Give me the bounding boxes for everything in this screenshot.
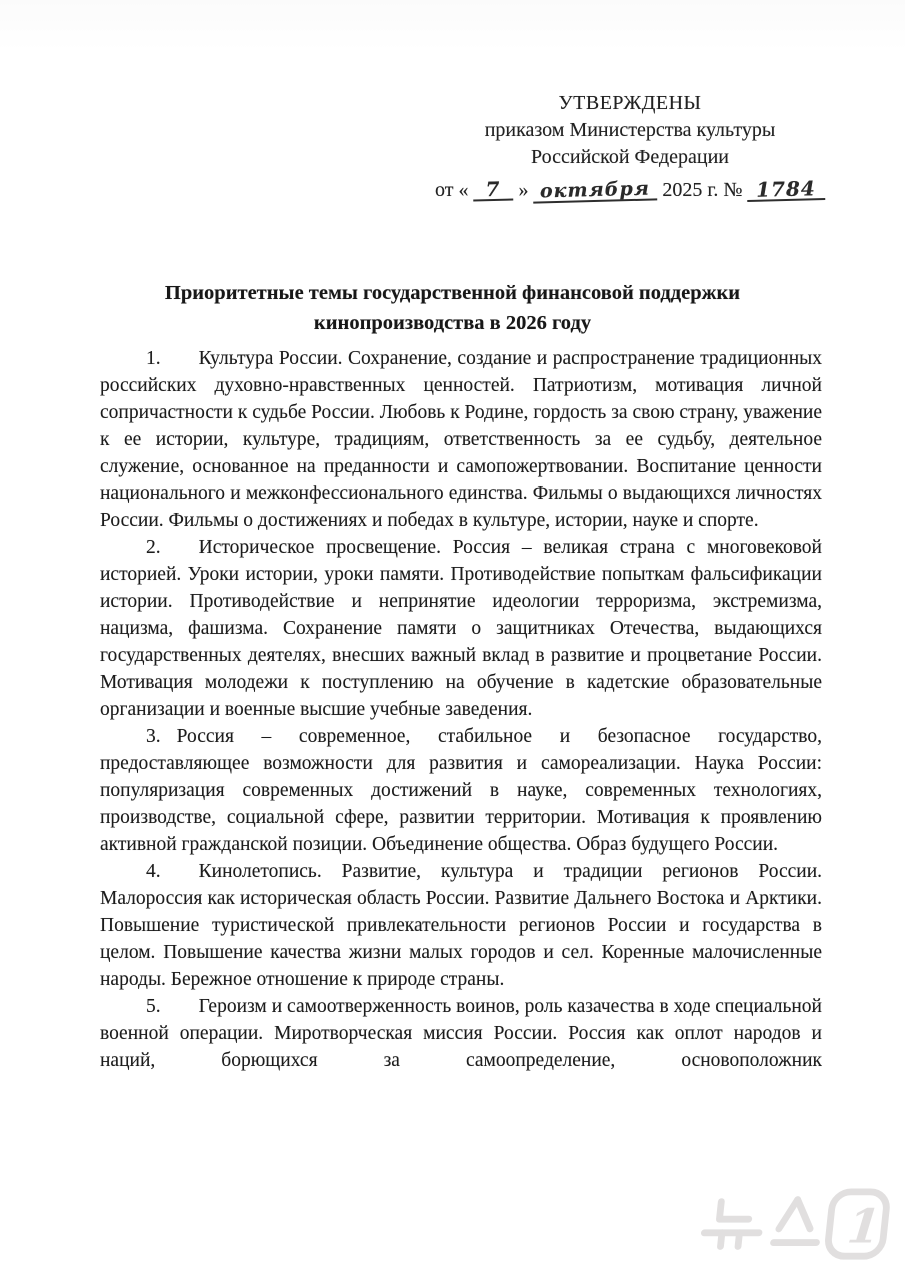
paragraph-3 <box>100 723 822 858</box>
document-body <box>100 345 822 1074</box>
date-close-quote: » <box>518 179 529 201</box>
hangul-siot-left-stroke <box>779 1200 798 1229</box>
paragraph-3-number: 3. <box>146 726 161 747</box>
paragraph-2 <box>100 534 822 723</box>
approval-by-line1: приказом Министерства культуры <box>484 119 776 141</box>
approval-status: УТВЕРЖДЕНЫ <box>558 92 702 114</box>
paragraph-1-text: Культура России. Сохранение, создание и распространение традиционных российских духовно-нравственных ценностей. Патриотизм, мотивация личной сопричастности к судьбе России. Любовь к Родине, гордость за свою страну, уважение к ее истории, культуре, традициям, ответственность за ее судьбу, деятельное служение, основанное на преданности и самопожертвовании. Воспитание ценности национального и межконфессионального единства. Фильмы о выдающихся личностях России. Фильмы о достижениях и победах в культуре, истории, науке и спорте. <box>100 348 822 531</box>
date-year-part: 2025 г. № <box>662 179 743 201</box>
hangul-yu-leg2-stroke <box>738 1233 739 1247</box>
paragraph-4 <box>100 858 822 993</box>
paragraph-5 <box>100 993 822 1074</box>
approval-date-line <box>435 177 825 204</box>
handwritten-order-number: 1784 <box>747 178 826 202</box>
paragraph-2-text: Историческое просвещение. Россия – великая страна с многовековой историей. Уроки истории, уроки памяти. Противодействие попыткам фальсификации истории. Противодействие и непринятие идеологии терроризма, экстремизма, нацизма, фашизма. Сохранение памяти о защитниках Отечества, выдающихся государственных деятелях, внесших важный вклад в развитие и процветание России. Мотивация молодежи к поступлению на обучение в кадетские образовательные организации и военные высшие учебные заведения. <box>100 537 822 720</box>
paragraph-5-number: 5. <box>146 996 161 1017</box>
paragraph-1-number: 1. <box>146 348 161 369</box>
document-title <box>0 278 905 338</box>
paragraph-5-text: Героизм и самоотверженность воинов, роль казачества в ходе специальной военной операции. Миротворческая миссия России. Россия как оплот народов и наций, борющихся за самоопределение, основоположник <box>100 996 822 1071</box>
paragraph-2-number: 2. <box>146 537 161 558</box>
handwritten-day: 7 <box>473 178 514 201</box>
approval-block <box>435 90 825 204</box>
date-prefix: от « <box>435 179 469 201</box>
handwritten-month: октября <box>533 179 657 203</box>
approval-by-line2: Российской Федерации <box>530 146 730 168</box>
one-badge-numeral: 1 <box>844 1199 884 1255</box>
paragraph-4-text: Кинолетопись. Развитие, культура и традиции регионов России. Малороссия как историческая область России. Развитие Дальнего Востока и Арктики. Повышение туристической привлекательности регионов России и государства в целом. Повышение качества жизни малых городов и сел. Коренные малочисленные народы. Бережное отношение к природе страны. <box>100 861 822 990</box>
document-title-text: Приоритетные темы государственной финансовой поддержки кинопроизводства в 2026 году <box>164 282 741 334</box>
paragraph-3-text: Россия – современное, стабильное и безопасное государство, предоставляющее возможности для развития и самореализации. Наука России: популяризация современных достижений в науке, современных технологиях, производстве, социальной сфере, развитии территории. Мотивация к проявлению активной гражданской позиции. Объединение общества. Образ будущего России. <box>100 726 822 855</box>
news1-logo-graphic <box>689 1186 893 1264</box>
hangul-siot-right-stroke <box>794 1200 813 1229</box>
hangul-yu-leg1-stroke <box>720 1233 721 1247</box>
paragraph-1 <box>100 345 822 534</box>
paragraph-4-number: 4. <box>146 861 161 882</box>
news1-watermark-logo <box>689 1186 893 1264</box>
hangul-nieun-stroke <box>719 1202 750 1220</box>
